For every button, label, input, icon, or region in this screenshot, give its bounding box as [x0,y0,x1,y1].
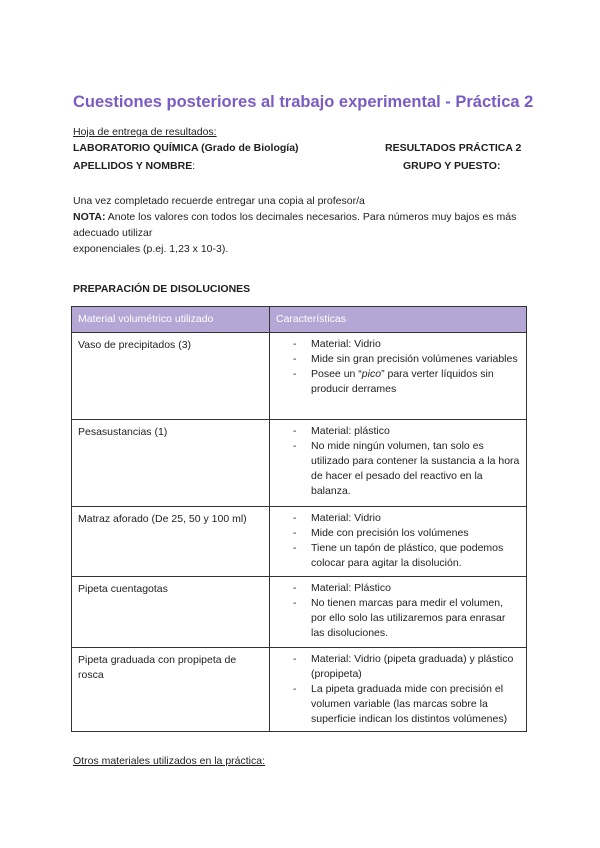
other-materials-label: Otros materiales utilizados en la práctica: [73,755,265,767]
material-name: Pipeta graduada con propipeta de rosca [72,648,270,732]
characteristics-list [276,511,520,571]
delivery-sheet-label: Hoja de entrega de resultados: [73,126,217,138]
name-field-label: APELLIDOS Y NOMBRE: [73,160,196,172]
results-label: RESULTADOS PRÁCTICA 2 [385,142,522,154]
intro-instructions [73,193,528,257]
note-paragraph [73,209,528,241]
lab-course-label: LABORATORIO QUÍMICA (Grado de Biología) [73,142,299,154]
characteristic-item: - Mide sin gran precisión volúmenes variables [276,352,520,367]
characteristics-list [276,652,520,727]
characteristic-item: - No tienen marcas para medir el volumen, por ello solo las utilizaremos para enrasar las disoluciones. [276,596,520,641]
column-header: Material volumétrico utilizado [72,307,270,333]
section-heading: PREPARACIÓN DE DISOLUCIONES [73,283,251,295]
note-label: NOTA: [73,211,106,223]
intro-line: Una vez completado recuerde entregar una copia al profesor/a [73,195,365,207]
table-row [72,507,527,577]
characteristics-cell [270,577,527,648]
column-header: Características [270,307,527,333]
material-name: Pipeta cuentagotas [72,577,270,648]
document-title: Cuestiones posteriores al trabajo experimental - Práctica 2 [73,93,534,111]
group-field-label: GRUPO Y PUESTO: [403,160,501,172]
characteristics-list [276,581,520,641]
characteristics-cell [270,648,527,732]
characteristics-cell [270,507,527,577]
characteristic-item: - Material: Vidrio [276,337,520,352]
table-row [72,420,527,507]
characteristic-item: - Material: Vidrio [276,511,520,526]
characteristic-item: - Tiene un tapón de plástico, que podemos colocar para agitar la disolución. [276,541,520,571]
table-row [72,577,527,648]
materials-table [71,306,527,732]
intro-line: exponenciales (p.ej. 1,23 x 10-3). [73,243,229,255]
table-row [72,333,527,420]
characteristics-cell [270,333,527,420]
material-name: Matraz aforado (De 25, 50 y 100 ml) [72,507,270,577]
characteristics-list [276,337,520,397]
note-text: Anote los valores con todos los decimales necesarios. Para números muy bajos es más adecuado utilizar [73,211,517,239]
characteristic-item: - Material: Plástico [276,581,520,596]
table-header-row [72,307,527,333]
characteristic-item: - No mide ningún volumen, tan solo es utilizado para contener la sustancia a la hora de hacer el pesado del reactivo en la balanza. [276,439,520,499]
material-name: Pesasustancias (1) [72,420,270,507]
characteristics-cell [270,420,527,507]
characteristic-item: - Material: Vidrio (pipeta graduada) y plástico (propipeta) [276,652,520,682]
characteristic-item: - Mide con precisión los volúmenes [276,526,520,541]
characteristic-item: - Posee un “pico” para verter líquidos sin producir derrames [276,367,520,397]
characteristic-item: - La pipeta graduada mide con precisión el volumen variable (las marcas sobre la superficie indican los distintos volúmenes) [276,682,520,727]
characteristics-list [276,424,520,499]
table-row [72,648,527,732]
characteristic-item: - Material: plástico [276,424,520,439]
material-name: Vaso de precipitados (3) [72,333,270,420]
